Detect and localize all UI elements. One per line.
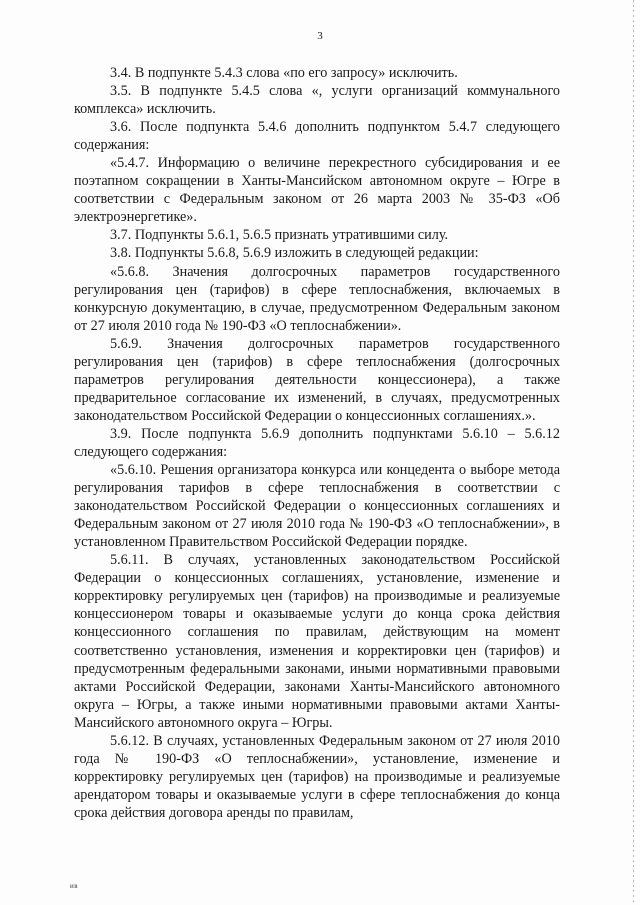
paragraph-3-7: 3.7. Подпункты 5.6.1, 5.6.5 признать утратившими силу. — [110, 227, 449, 244]
paragraph-5-6-11: 5.6.11. В случаях, установленных законодательством Российской Федерации о концессионных соглашениях, установление, изменение и корректировку регулируемых цен (тарифов) на производимые и реализуемые концессионером товары и оказываемые услуги до конца срока действия концессионного соглашения по правилам, действующим на момент соответственно установления, изменения и корректировки цен (тарифов) и предусмотренным федеральными законами, иными нормативными правовыми актами Российской Федерации, законами Ханты-Мансийского автономного округа – Югры, а также иными нормативными правовыми актами Ханты-Мансийского автономного округа – Югры. — [74, 552, 560, 731]
paragraph-3-6: 3.6. После подпункта 5.4.6 дополнить подпунктом 5.4.7 следующего содержания: — [74, 119, 560, 154]
paragraph-3-5: 3.5. В подпункте 5.4.5 слова «, услуги организаций коммунального комплекса» исключить. — [74, 83, 560, 118]
paragraph-5-6-12: 5.6.12. В случаях, установленных Федеральным законом от 27 июля 2010 года № 190-ФЗ «О теплоснабжении», установление, изменение и корректировку регулируемых цен (тарифов) на производимые и реализуемые арендатором товары и оказываемые услуги в сфере теплоснабжения до конца срока действия договора аренды по правилам, — [74, 732, 560, 821]
paragraph-5-4-7: «5.4.7. Информацию о величине перекрестного субсидирования и ее поэтапном сокращении в Ханты-Мансийском автономном округе – Югре в соответствии с Федеральным законом от 26 марта 2003 № 35-ФЗ «Об электроэнергетике». — [74, 155, 560, 226]
paragraph-3-4: 3.4. В подпункте 5.4.3 слова «по его запросу» исключить. — [110, 65, 458, 81]
paragraph-3-8: 3.8. Подпункты 5.6.8, 5.6.9 изложить в следующей редакции: — [110, 245, 479, 262]
paragraph-5-6-10: «5.6.10. Решения организатора конкурса или концедента о выборе метода регулирования тарифов в сфере теплоснабжения в соответствии с законодательством Российской Федерации о концессионных соглашениях и Федеральным законом от 27 июля 2010 года № 190-ФЗ «О теплоснабжении», в установленном Правительством Российской Федерации порядке. — [74, 462, 560, 551]
page-number: 3 — [317, 30, 323, 42]
paragraph-3-9: 3.9. После подпункта 5.6.9 дополнить подпунктами 5.6.10 – 5.6.12 следующего содержания: — [74, 425, 560, 460]
document-body — [74, 64, 560, 822]
paragraph-5-6-8: «5.6.8. Значения долгосрочных параметров государственного регулирования цен (тарифов) в сфере теплоснабжения, включаемых в конкурсную документацию, в случае, предусмотренном Федеральным законом от 27 июля 2010 года № 190-ФЗ «О теплоснабжении». — [74, 263, 560, 334]
footer-mark: ив — [70, 882, 79, 890]
scan-edge-line — [633, 0, 634, 905]
paragraph-5-6-9: 5.6.9. Значения долгосрочных параметров государственного регулирования цен (тарифов) в сфере теплоснабжения (долгосрочных параметров регулирования деятельности концессионера), а также предварительное согласование их изменений, в случаях, предусмотренных законодательством Российской Федерации о концессионных соглашениях.». — [74, 335, 560, 424]
